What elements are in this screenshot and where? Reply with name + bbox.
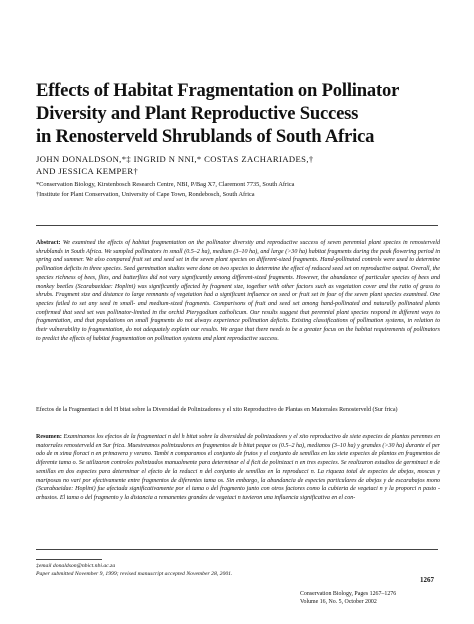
spanish-title: Efectos de la Fragmentaci n del H bitat sobre la Diversidad de Polinizadores y el xito Reproductivo de Plantas en Matorrales Renosterveld (Sur frica) — [36, 407, 398, 413]
abstract-bottom-rule — [36, 549, 438, 550]
title-line: Effects of Habitat Fragmentation on Pollinator — [36, 80, 400, 101]
title-line: in Renosterveld Shrublands of South Africa — [36, 126, 375, 147]
title-line: Diversity and Plant Reproductive Success — [36, 103, 359, 124]
footnotes — [36, 562, 436, 578]
author-line: JOHN DONALDSON,*‡ INGRID N NNI,* COSTAS ZACHARIADES,† — [36, 154, 314, 164]
article-title — [36, 79, 456, 148]
abstract-top-rule — [36, 225, 438, 226]
footnote-dates: Paper submitted November 9, 1999; revised manuscript accepted November 28, 2001. — [36, 571, 233, 578]
footnote-rule — [36, 559, 102, 560]
resumen-label: Resumen: — [36, 434, 62, 440]
abstract-body: We examined the effects of habitat fragmentation on the pollinator diversity and reproductive success of seven perennial plant species in renosterveld shrublands in South Africa. We sampled pollinators in small (0.5–2 ha), medium (3–10 ha), and large (>30 ha) habitat fragments during the peak flowering period in spring and summer. We also compared fruit set and seed set in the seven plant species on different-sized fragments. Hand-pollinated controls were used to determine pollination deficits in three species. Seed germination studies were done on two species to determine the effect of reduced seed set on reproductive output. Overall, the species richness of bees, flies, and butterflies did not vary significantly among different-sized fragments. However, the abundance of particular species of bees and monkey beetles (Scarabaeidae: Hoplini) was significantly affected by fragment size, together with other factors such as vegetation cover and the ratio of grass to shrubs. Fragment size and distance to large remnants of vegetation had a significant influence on seed or fruit set in four of the seven plant species examined. One species failed to set any seed in small- and medium-sized fragments. Comparisons of fruit and seed set among hand-pollinated and naturally pollinated plants confirmed that seed set was pollinator-limited in the orchid Pterygodium catholicum. Our results suggest that perennial plant species respond in different ways to fragmentation, and that populations on small fragments do not always experience pollination deficits. Existing classifications of pollination systems, in relation to their vulnerability to fragmentation, do not adequately explain our results. We argue that there needs to be a greater focus on the habitat requirements of pollinators to predict the effects of habitat fragmentation on pollination systems and plant reproductive success. — [36, 240, 440, 342]
author-list — [36, 153, 456, 177]
journal-line: Conservation Biology, Pages 1267–1276 — [300, 591, 397, 597]
abstract — [36, 239, 440, 344]
affiliation-line: *Conservation Biology, Kirstenbosch Research Centre, NBI, P/Bag X7, Claremont 7735, South Africa — [36, 181, 295, 188]
abstract-label: Abstract: — [36, 240, 61, 246]
page-number: 1267 — [420, 576, 434, 584]
journal-line: Volume 16, No. 5, October 2002 — [300, 599, 377, 605]
journal-info — [300, 590, 440, 606]
resumen-body: Examinamos los efectos de la fragmentaci n del h bitat sobre la diversidad de polinizadores y el xito reproductivo de siete especies de plantas perennes en matorrales renosterveld en Sur frica. Muestreamos polinizadores en fragmentos de h bitat peque os (0.5–2 ha), medianos (3–10 ha) y grandes (>30 ha) durante el per odo de m xima floraci n en primavera y verano. Tambi n comparamos el conjunto de frutos y el conjunto de semillas en las siete especies de plantas en fragmentos de diferente tama o. Se utilizaron controles polinizados manualmente para determinar el d ficit de polinizaci n en tres especies. Se realizaron estudios de germinaci n de semillas en dos especies para determinar el efecto de la reducci n del conjunto de semillas en la reproducci n. La riqueza total de especies de abejas, moscas y mariposas no vari por efectivamente entre fragmentos de diferentes tama os. Sin embargo, la abundancia de especies particulares de abejas y de escarabajos mono (Scarabaeidae: Hoplini) fue afectada significativamente por el tama o del fragmento junto con otros factores como la cubierta de vegetaci n y la proporci n pasto - arbustos. El tama o del fragmento y la distancia a remanentes grandes de vegetaci n tuvieron una influencia significativa en el con- — [36, 434, 440, 502]
author-line: AND JESSICA KEMPER† — [36, 166, 139, 176]
affiliation-line: †Institute for Plant Conservation, University of Cape Town, Rondebosch, South Africa — [36, 190, 255, 198]
resumen — [36, 433, 440, 503]
affiliations — [36, 180, 456, 199]
footnote-email: ‡email donaldson@nbict.nbi.ac.za — [36, 563, 116, 569]
